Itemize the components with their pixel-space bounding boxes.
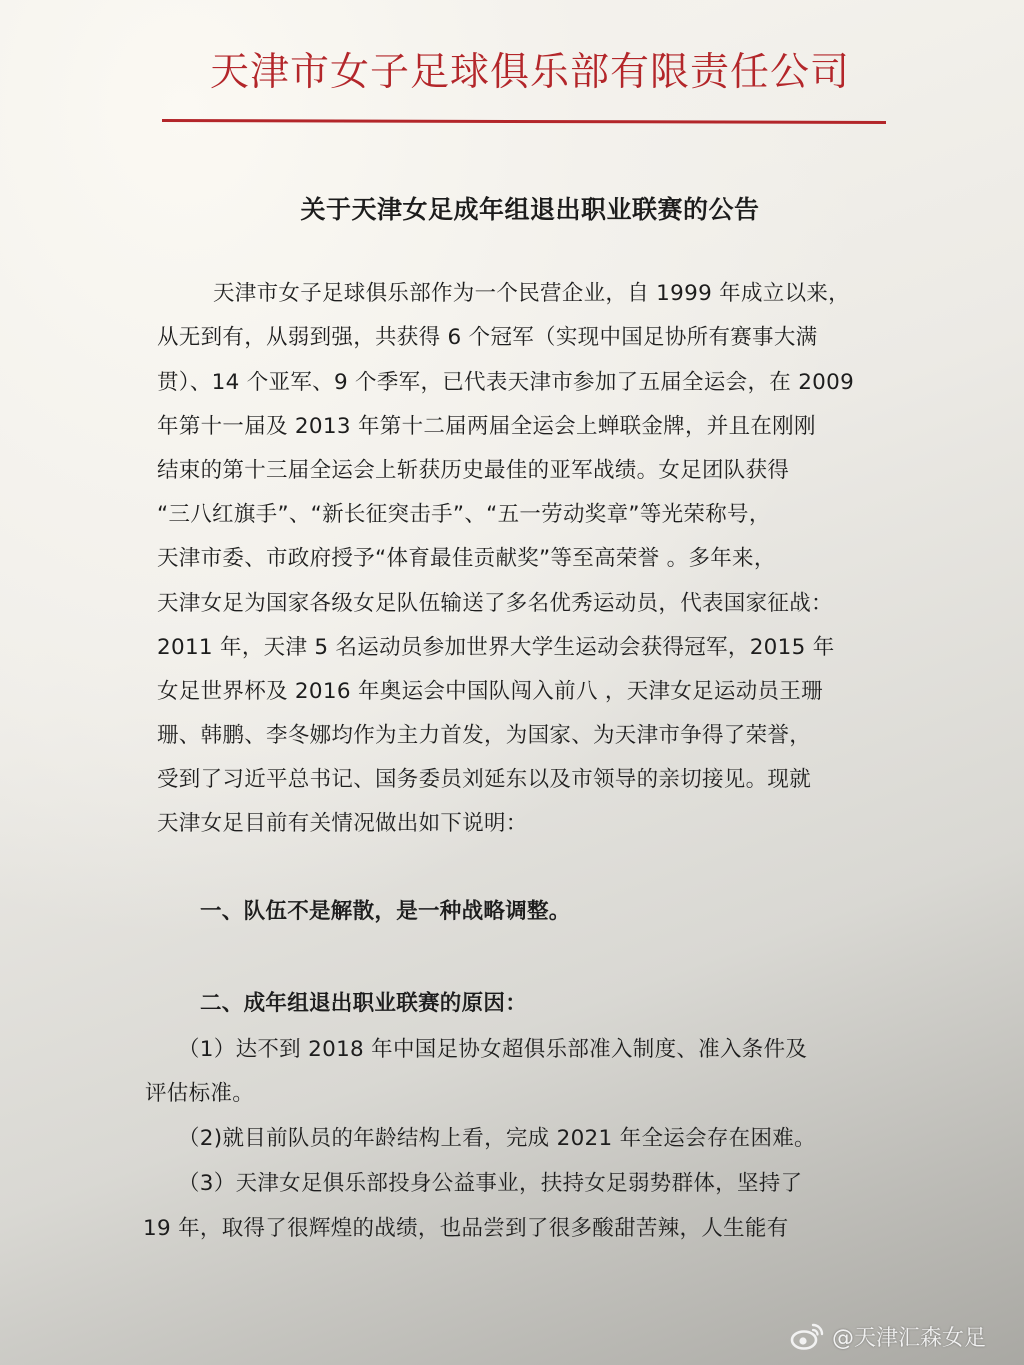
intro-line: 天津女足目前有关情况做出如下说明： xyxy=(157,811,528,836)
intro-line: 天津女足为国家各级女足队伍输送了多名优秀运动员，代表国家征战： xyxy=(157,591,833,616)
intro-line: 天津市女子足球俱乐部作为一个民营企业，自 1999 年成立以来， xyxy=(213,281,850,306)
letterhead-divider xyxy=(162,119,886,124)
intro-line: 天津市委、市政府授予“体育最佳贡献奖”等至高荣誉 。多年来， xyxy=(157,546,776,571)
reason-3-line-2: 19 年，取得了很辉煌的战绩，也品尝到了很多酸甜苦辣，人生能有 xyxy=(143,1216,789,1241)
reason-1-line-2: 评估标准。 xyxy=(145,1081,255,1106)
intro-line: 受到了习近平总书记、国务委员刘延东以及市领导的亲切接见。现就 xyxy=(157,767,812,792)
section-2-heading: 二、成年组退出职业联赛的原因： xyxy=(200,991,528,1016)
intro-line: 结束的第十三届全运会上斩获历史最佳的亚军战绩。女足团队获得 xyxy=(157,458,790,483)
watermark-handle: @天津汇森女足 xyxy=(832,1325,987,1351)
reason-2-line-1: （2)就目前队员的年龄结构上看，完成 2021 年全运会存在困难。 xyxy=(178,1126,816,1151)
intro-line: 女足世界杯及 2016 年奥运会中国队闯入前八 ，天津女足运动员王珊 xyxy=(157,679,823,704)
intro-line: 2011 年，天津 5 名运动员参加世界大学生运动会获得冠军，2015 年 xyxy=(157,635,835,660)
reason-3-line-1: （3）天津女足俱乐部投身公益事业，扶持女足弱势群体，坚持了 xyxy=(178,1171,803,1196)
intro-line: 年第十一届及 2013 年第十二届两届全运会上蝉联金牌，并且在刚刚 xyxy=(157,414,816,439)
letterhead-org-name: 天津市女子足球俱乐部有限责任公司 xyxy=(209,50,850,95)
intro-line: 贯）、14 个亚军、9 个季军，已代表天津市参加了五届全运会，在 2009 xyxy=(157,370,855,395)
intro-line: 珊、韩鹏、李冬娜均作为主力首发，为国家、为天津市争得了荣誉， xyxy=(157,723,812,748)
weibo-icon xyxy=(790,1321,826,1351)
intro-line: “三八红旗手”、“新长征突击手”、“五一劳动奖章”等光荣称号， xyxy=(157,502,771,527)
weibo-watermark xyxy=(790,1318,986,1354)
intro-line: 从无到有，从弱到强，共获得 6 个冠军（实现中国足协所有赛事大满 xyxy=(157,325,818,350)
section-1-heading: 一、队伍不是解散，是一种战略调整。 xyxy=(200,899,571,924)
document-title: 关于天津女足成年组退出职业联赛的公告 xyxy=(300,195,760,224)
reason-1-line-1: （1）达不到 2018 年中国足协女超俱乐部准入制度、准入条件及 xyxy=(178,1037,808,1062)
